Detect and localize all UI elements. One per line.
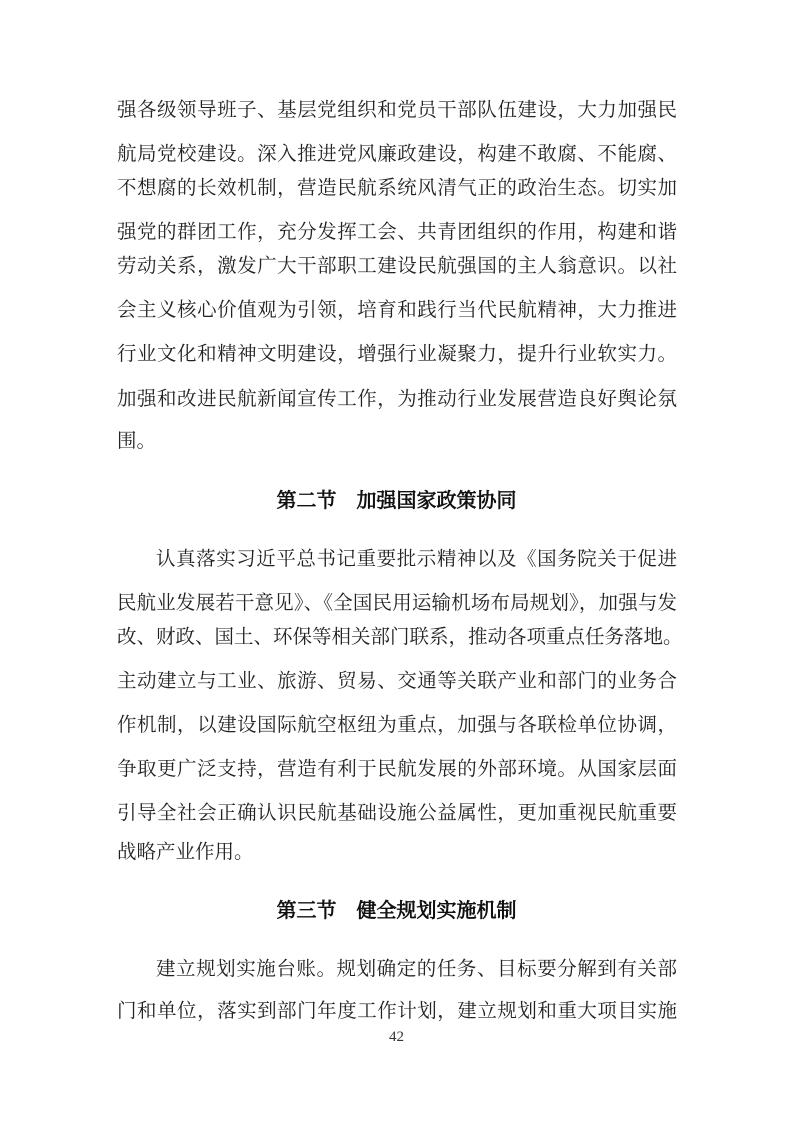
- page-number: 42: [389, 1029, 404, 1045]
- text-line: 强党的群团工作，充分发挥工会、共青团组织的作用，构建和谐: [117, 220, 677, 243]
- text-line: 围。: [117, 429, 157, 452]
- text-line: 作机制，以建设国际航空枢纽为重点，加强与各联检单位协调，: [117, 713, 677, 736]
- text-line: 引导全社会正确认识民航基础设施公益属性，更加重视民航重要: [117, 801, 677, 824]
- text-line: 战略产业作用。: [117, 840, 254, 863]
- text-line: 行业文化和精神文明建设，增强行业凝聚力，提升行业软实力。: [117, 342, 677, 365]
- section-heading-implementation-mechanism: 第三节 健全规划实施机制: [276, 898, 517, 922]
- text-line: 民航业发展若干意见》、《全国民用运输机场布局规划》，加强与发: [117, 591, 677, 614]
- text-line: 建立规划实施台账。规划确定的任务、目标要分解到有关部: [156, 957, 677, 980]
- text-line: 劳动关系，激发广大干部职工建设民航强国的主人翁意识。以社: [117, 254, 677, 277]
- text-line: 不想腐的长效机制，营造民航系统风清气正的政治生态。切实加: [117, 176, 677, 199]
- text-line: 门和单位，落实到部门年度工作计划，建立规划和重大项目实施: [117, 999, 677, 1022]
- text-line: 争取更广泛支持，营造有利于民航发展的外部环境。从国家层面: [117, 757, 677, 780]
- text-line: 航局党校建设。深入推进党风廉政建设，构建不敢腐、不能腐、: [117, 142, 677, 165]
- text-line: 加强和改进民航新闻宣传工作，为推动行业发展营造良好舆论氛: [117, 387, 677, 410]
- text-line: 改、财政、国土、环保等相关部门联系，推动各项重点任务落地。: [117, 625, 683, 648]
- text-line: 强各级领导班子、基层党组织和党员干部队伍建设，大力加强民: [117, 98, 677, 121]
- section-heading-policy-coordination: 第二节 加强国家政策协同: [276, 488, 517, 512]
- text-line: 主动建立与工业、旅游、贸易、交通等关联产业和部门的业务合: [117, 669, 677, 692]
- text-line: 认真落实习近平总书记重要批示精神以及《国务院关于促进: [156, 547, 677, 570]
- text-line: 会主义核心价值观为引领，培育和践行当代民航精神，大力推进: [117, 298, 677, 321]
